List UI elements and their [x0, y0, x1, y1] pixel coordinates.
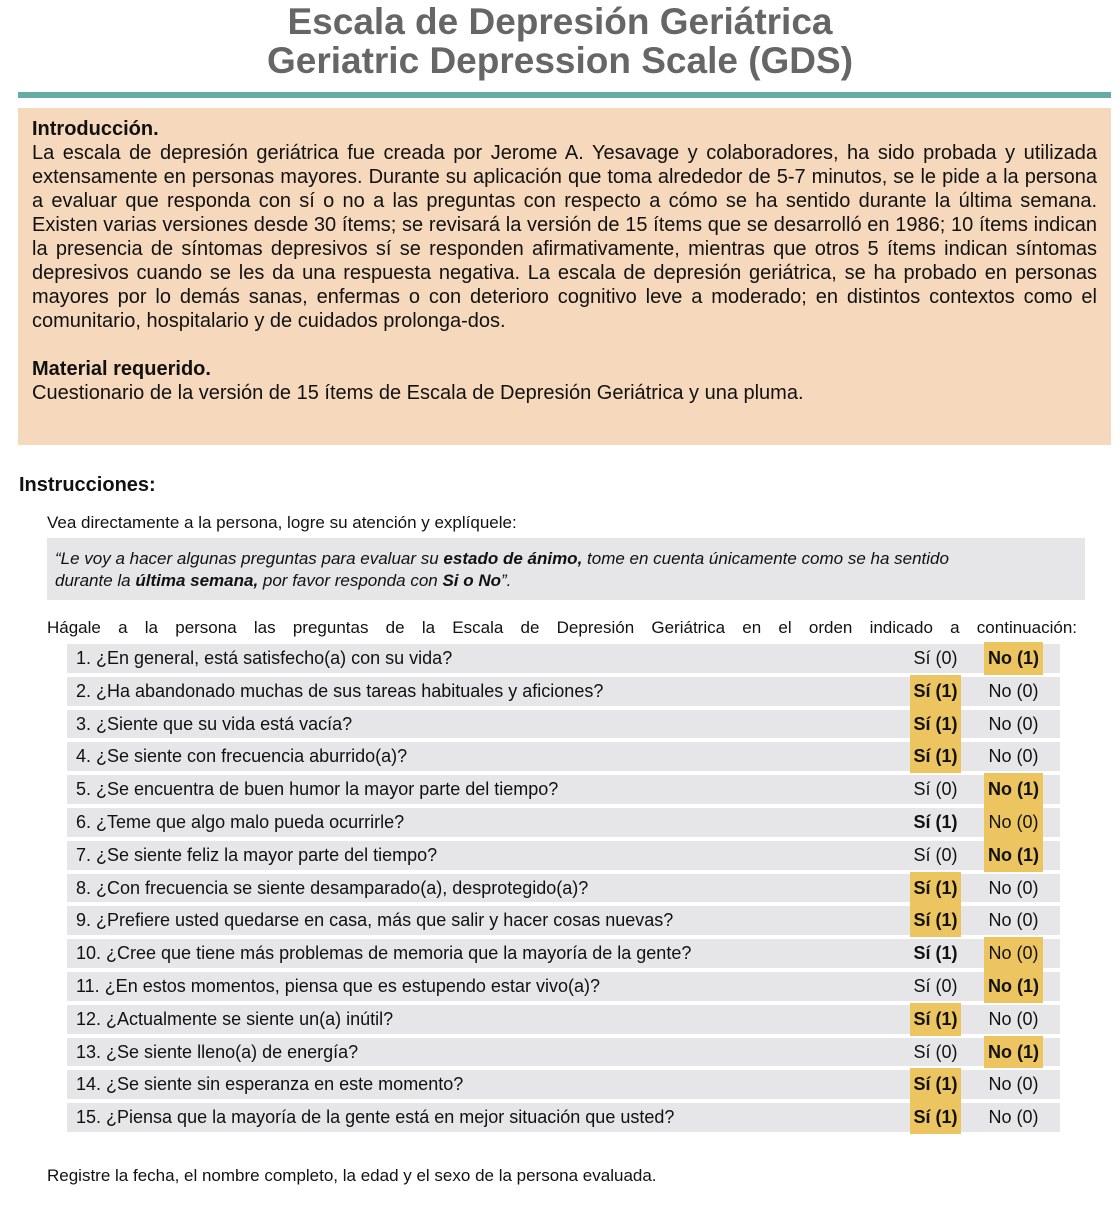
question-row [67, 1068, 1060, 1101]
answer-si[interactable]: Sí (0) [913, 1041, 958, 1062]
answer-no[interactable]: No (1) [984, 1036, 1043, 1069]
question-row [67, 937, 1060, 970]
question-text: 5. ¿Se encuentra de buen humor la mayor parte del tiempo? [76, 779, 559, 800]
answer-no[interactable]: No (0) [988, 910, 1039, 931]
question-text: 9. ¿Prefiere usted quedarse en casa, más que salir y hacer cosas nuevas? [76, 910, 674, 931]
material-text: Cuestionario de la versión de 15 ítems de Escala de Depresión Geriátrica y una pluma. [32, 382, 804, 404]
ask-line: Hágale a la persona las preguntas de la Escala de Depresión Geriátrica en el orden indicado a continuación: [47, 618, 1077, 637]
answer-no[interactable]: No (1) [984, 970, 1043, 1003]
question-row [67, 1101, 1060, 1134]
answer-no[interactable]: No (0) [988, 877, 1039, 898]
answer-no[interactable]: No (0) [988, 746, 1039, 767]
question-row [67, 642, 1060, 675]
question-row [67, 904, 1060, 937]
answer-si[interactable]: Sí (1) [910, 872, 961, 905]
question-text: 13. ¿Se siente lleno(a) de energía? [76, 1041, 359, 1062]
question-row [67, 872, 1060, 905]
question-list [67, 642, 1060, 1134]
question-text: 1. ¿En general, está satisfecho(a) con su vida? [76, 648, 453, 668]
question-row [67, 839, 1060, 872]
question-row [67, 1036, 1060, 1069]
intro-heading: Introducción. [32, 118, 159, 140]
intro-section [18, 108, 1111, 445]
answer-no[interactable]: No (0) [984, 806, 1043, 839]
answer-no[interactable]: No (0) [988, 680, 1039, 701]
answer-si[interactable]: Sí (0) [913, 779, 958, 800]
answer-si[interactable]: Sí (0) [913, 648, 958, 668]
question-text: 2. ¿Ha abandonado muchas de sus tareas habituales y aficiones? [76, 680, 604, 701]
question-text: 8. ¿Con frecuencia se siente desamparado(a), desprotegido(a)? [76, 877, 589, 898]
question-text: 14. ¿Se siente sin esperanza en este momento? [76, 1074, 464, 1095]
question-row [67, 675, 1060, 708]
question-row [67, 806, 1060, 839]
answer-si[interactable]: Sí (1) [910, 904, 961, 937]
page-title: Escala de Depresión Geriátrica [287, 1, 833, 42]
instructions-quote: “Le voy a hacer algunas preguntas para evaluar su estado de ánimo, tome en cuenta únicamente como se ha sentido durante la última semana, por favor responda con Si o No”. [47, 538, 1085, 600]
question-text: 3. ¿Siente que su vida está vacía? [76, 713, 353, 734]
answer-si[interactable]: Sí (1) [910, 1101, 961, 1134]
question-text: 11. ¿En estos momentos, piensa que es estupendo estar vivo(a)? [76, 975, 600, 996]
instructions-line: Vea directamente a la persona, logre su atención y explíquele: [47, 513, 517, 532]
question-row [67, 773, 1060, 806]
answer-no[interactable]: No (1) [984, 642, 1043, 675]
question-text: 4. ¿Se siente con frecuencia aburrido(a)? [76, 746, 408, 767]
instructions-heading: Instrucciones: [19, 474, 156, 496]
answer-no[interactable]: No (0) [988, 1107, 1039, 1128]
answer-no[interactable]: No (1) [984, 839, 1043, 872]
answer-no[interactable]: No (1) [984, 773, 1043, 806]
answer-no[interactable]: No (0) [988, 713, 1039, 734]
answer-no[interactable]: No (0) [988, 1074, 1039, 1095]
answer-si[interactable]: Sí (0) [913, 844, 958, 865]
title-divider [18, 92, 1111, 98]
question-text: 10. ¿Cree que tiene más problemas de memoria que la mayoría de la gente? [76, 943, 692, 964]
question-text: 12. ¿Actualmente se siente un(a) inútil? [76, 1008, 394, 1029]
question-text: 6. ¿Teme que algo malo pueda ocurrirle? [76, 811, 405, 832]
answer-no[interactable]: No (0) [988, 1008, 1039, 1029]
question-row [67, 708, 1060, 741]
answer-si[interactable]: Sí (1) [910, 1068, 961, 1101]
page-subtitle: Geriatric Depression Scale (GDS) [266, 40, 854, 81]
answer-si[interactable]: Sí (1) [910, 708, 961, 741]
question-row [67, 970, 1060, 1003]
question-row [67, 1003, 1060, 1036]
question-text: 7. ¿Se siente feliz la mayor parte del tiempo? [76, 844, 438, 865]
answer-si[interactable]: Sí (1) [910, 740, 961, 773]
answer-si[interactable]: Sí (1) [913, 811, 958, 832]
question-text: 15. ¿Piensa que la mayoría de la gente está en mejor situación que usted? [76, 1107, 675, 1128]
answer-si[interactable]: Sí (1) [910, 1003, 961, 1036]
intro-paragraph: La escala de depresión geriátrica fue creada por Jerome A. Yesavage y colaboradores, ha sido probada y utilizada extensamente en personas mayores. Durante su aplicación que toma alrededor de 5-7 minutos, se le pide a la persona a evaluar que responda con sí o no a las preguntas con respecto a cómo se ha sentido durante la última semana. Existen varias versiones desde 30 ítems; se revisará la versión de 15 ítems que se desarrolló en 1986; 10 ítems indican la presencia de síntomas depresivos sí se responden afirmativamente, mientras que otros 5 ítems indican síntomas depresivos cuando se les da una respuesta negativa. La escala de depresión geriátrica, se ha probado en personas mayores por lo demás sanas, enfermas o con deterioro cognitivo leve a moderado; en distintos contextos como el comunitario, hospitalario y de cuidados prolonga-dos. [32, 142, 1097, 332]
answer-si[interactable]: Sí (1) [913, 943, 958, 964]
answer-si[interactable]: Sí (1) [910, 675, 961, 708]
question-row [67, 740, 1060, 773]
answer-no[interactable]: No (0) [984, 937, 1043, 970]
footer-note: Registre la fecha, el nombre completo, la edad y el sexo de la persona evaluada. [47, 1166, 657, 1185]
material-heading: Material requerido. [32, 358, 211, 380]
answer-si[interactable]: Sí (0) [913, 975, 958, 996]
